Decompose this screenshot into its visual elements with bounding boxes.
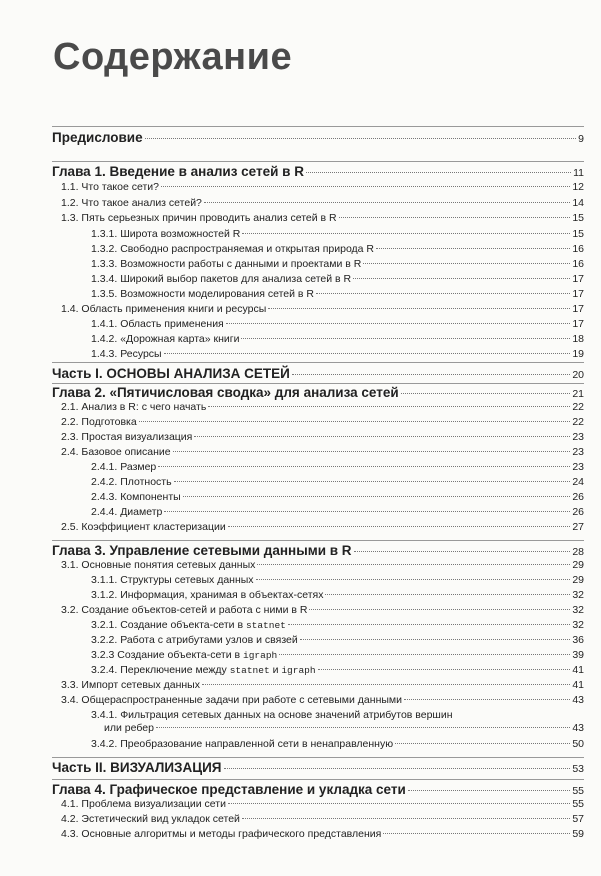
toc-section[interactable] [61,798,584,810]
toc-entry-page: 28 [572,546,584,558]
toc-entry-title: 1.3.5. Возможности моделирования сетей в R [91,288,314,300]
toc-entry-page: 12 [572,181,584,193]
toc-entry-title: 3.3. Импорт сетевых данных [61,679,200,691]
toc-section[interactable] [61,431,584,443]
toc-entry-page: 20 [572,369,584,381]
toc-subsection [91,709,584,721]
toc-entry-title: Глава 3. Управление сетевыми данными в R [52,543,352,558]
toc-subsection[interactable] [91,649,584,661]
toc-entry-page: 17 [572,318,584,330]
toc-subsection[interactable] [91,589,584,601]
toc-entry-title: 1.4.1. Область применения [91,318,224,330]
toc-entry-page: 15 [572,212,584,224]
toc-entry-title: 2.4.2. Плотность [91,476,172,488]
toc-entry-code: statnet [229,665,270,676]
toc-section[interactable] [61,416,584,428]
toc-entry-page: 11 [573,167,584,179]
toc-chapter[interactable] [52,164,584,179]
toc-subsection[interactable] [91,273,584,285]
toc-entry-page: 16 [572,243,584,255]
toc-chapter[interactable] [52,782,584,797]
toc-subsection[interactable] [91,722,584,734]
toc-section[interactable] [61,559,584,571]
toc-section[interactable] [61,521,584,533]
toc-subsection[interactable] [91,619,584,631]
toc-entry-page: 41 [572,679,584,691]
toc-section[interactable] [61,828,584,840]
toc-entry-page: 50 [572,738,584,750]
toc-section[interactable] [61,401,584,413]
toc-entry-title: 1.4. Область применения книги и ресурсы [61,303,267,315]
toc-entry-page: 23 [572,446,584,458]
toc-subsection[interactable] [91,288,584,300]
section-rule [52,362,584,363]
toc-section[interactable] [61,212,584,224]
toc-entry-title: 1.3.1. Широта возможностей R [91,228,241,240]
toc-entry-title: Часть II. ВИЗУАЛИЗАЦИЯ [52,760,222,775]
toc-entry-title: 2.3. Простая визуализация [61,431,193,443]
toc-entry-title-line2: или ребер [104,722,154,734]
toc-entry-title: 3.2. Создание объектов-сетей и работа с ними в R [61,604,308,616]
toc-section[interactable] [61,679,584,691]
toc-subsection[interactable] [91,258,584,270]
toc-entry-title: Глава 4. Графическое представление и укладка сети [52,782,406,797]
toc-entry-title: 2.4.4. Диаметр [91,506,163,518]
toc-entry-title: 3.2.4. Переключение между [91,664,230,676]
toc-subsection[interactable] [91,506,584,518]
toc-entry-title: 1.3.3. Возможности работы с данными и проектами в R [91,258,362,270]
toc-section[interactable] [61,181,584,193]
toc-section[interactable] [61,303,584,315]
toc-entry-page: 9 [578,133,584,145]
toc-entry-page: 57 [572,813,584,825]
toc-section[interactable] [61,197,584,209]
toc-entry-title: 4.1. Проблема визуализации сети [61,798,226,810]
toc-entry-title: Часть I. ОСНОВЫ АНАЛИЗА СЕТЕЙ [52,366,290,381]
toc-entry-title-part: и [269,664,282,676]
toc-chapter[interactable] [52,543,584,558]
section-rule [52,161,584,162]
toc-entry-page: 55 [572,798,584,810]
toc-subsection[interactable] [91,461,584,473]
toc-entry-title: 1.3.2. Свободно распространяемая и открытая природа R [91,243,375,255]
toc-entry-title: 2.4.1. Размер [91,461,157,473]
toc-entry-page: 19 [572,348,584,360]
toc-section[interactable] [61,813,584,825]
toc-entry-page: 23 [572,461,584,473]
toc-subsection[interactable] [91,333,584,345]
toc-entry-page: 17 [572,273,584,285]
toc-entry-page: 55 [572,785,584,797]
toc-entry-title: 3.1. Основные понятия сетевых данных [61,559,256,571]
toc-entry-page: 24 [572,476,584,488]
toc-entry-page: 36 [572,634,584,646]
toc-entry-page: 27 [572,521,584,533]
toc-entry-page: 18 [572,333,584,345]
toc-entry-page: 43 [572,694,584,706]
section-rule [52,779,584,780]
toc-entry-title: 2.4.3. Компоненты [91,491,181,503]
toc-subsection[interactable] [91,318,584,330]
toc-entry-title: 1.3.4. Широкий выбор пакетов для анализа сетей в R [91,273,352,285]
toc-section[interactable] [61,694,584,706]
toc-entry-title: 1.4.2. «Дорожная карта» книги [91,333,240,345]
section-rule [52,126,584,127]
toc-entry-title: 1.1. Что такое сети? [61,181,159,193]
toc-entry-title: 2.2. Подготовка [61,416,137,428]
toc-part[interactable] [52,366,584,381]
toc-entry-title: Предисловие [52,130,143,145]
toc-entry-title: 3.4.1. Фильтрация сетевых данных на основе значений атрибутов вершин [91,709,453,721]
toc-subsection[interactable] [91,491,584,503]
toc-entry-title: 3.4.2. Преобразование направленной сети в ненаправленную [91,738,394,750]
toc-entry-title: 3.4. Общераспространенные задачи при работе с сетевыми данными [61,694,403,706]
toc-entry-page: 15 [572,228,584,240]
toc-subsection[interactable] [91,243,584,255]
toc-entry-title: Глава 1. Введение в анализ сетей в R [52,164,304,179]
toc-part[interactable] [52,760,584,775]
toc-entry-page: 26 [572,491,584,503]
toc-entry-page: 32 [572,604,584,616]
toc-entry-code: statnet [245,620,286,631]
toc-entry-page: 32 [572,589,584,601]
toc-entry-page: 22 [572,416,584,428]
toc-entry-page: 23 [572,431,584,443]
toc-entry-title: 4.2. Эстетический вид укладок сетей [61,813,240,825]
toc-entry-title: 3.2.1. Создание объекта-сети в [91,619,246,631]
toc-subsection[interactable] [91,228,584,240]
toc-entry-title: 1.2. Что такое анализ сетей? [61,197,202,209]
toc-entry-title: 2.1. Анализ в R: с чего начать [61,401,207,413]
toc-entry-title: 3.2.3 Создание объекта-сети в [91,649,244,661]
toc-entry-title: 2.4. Базовое описание [61,446,171,458]
toc-subsection[interactable] [91,348,584,360]
section-rule [52,540,584,541]
toc-subsection[interactable] [91,738,584,750]
toc-entry-page: 29 [572,574,584,586]
section-rule [52,383,584,384]
page-title: Содержание [53,36,293,78]
toc-entry-page: 16 [572,258,584,270]
toc-entry-title: 3.2.2. Работа с атрибутами узлов и связей [91,634,298,646]
toc-entry-code: igraph [243,650,278,661]
toc-entry-title: 1.3. Пять серьезных причин проводить анализ сетей в R [61,212,337,224]
toc-entry-preface[interactable] [52,130,584,145]
toc-subsection[interactable] [91,476,584,488]
toc-entry-title: 4.3. Основные алгоритмы и методы графического представления [61,828,382,840]
toc-entry-title: Глава 2. «Пятичисловая сводка» для анализа сетей [52,385,399,400]
toc-subsection[interactable] [91,664,584,676]
toc-entry-page: 22 [572,401,584,413]
toc-entry-title: 1.4.3. Ресурсы [91,348,162,360]
toc-entry-page: 17 [572,288,584,300]
toc-entry-page: 59 [572,828,584,840]
toc-entry-page: 26 [572,506,584,518]
toc-section[interactable] [61,604,584,616]
toc-entry-title: 2.5. Коэффициент кластеризации [61,521,226,533]
toc-subsection[interactable] [91,574,584,586]
toc-entry-code: igraph [281,665,316,676]
toc-entry-page: 29 [572,559,584,571]
toc-entry-page: 41 [572,664,584,676]
toc-section[interactable] [61,446,584,458]
toc-entry-page: 39 [572,649,584,661]
toc-entry-page: 53 [572,763,584,775]
toc-entry-page: 32 [572,619,584,631]
toc-chapter[interactable] [52,385,584,400]
toc-subsection[interactable] [91,634,584,646]
toc-entry-page: 17 [572,303,584,315]
toc-entry-page: 14 [572,197,584,209]
toc-entry-title: 3.1.2. Информация, хранимая в объектах-сетях [91,589,324,601]
toc-entry-title: 3.1.1. Структуры сетевых данных [91,574,254,586]
section-rule [52,757,584,758]
toc-entry-page: 43 [572,722,584,734]
toc-entry-page: 21 [572,388,584,400]
